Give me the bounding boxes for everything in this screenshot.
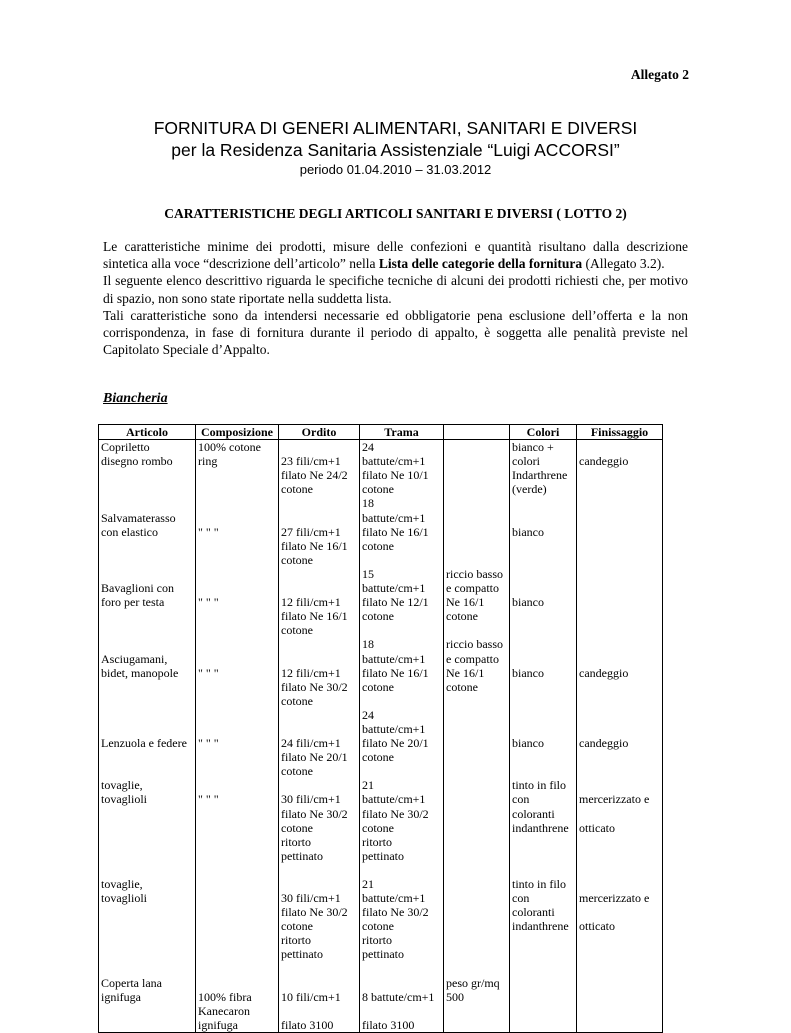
title-line-1: FORNITURA DI GENERI ALIMENTARI, SANITARI E DIVERSI xyxy=(153,118,638,138)
table-cell: " " " xyxy=(196,567,279,637)
table-cell: bianco xyxy=(510,567,577,637)
intro-p1-bold: Lista delle categorie della fornitura xyxy=(378,256,583,272)
table-cell: 8 battute/cm+1 filato 3100 xyxy=(360,962,444,1033)
table-cell: Bavaglioni con foro per testa xyxy=(99,567,196,637)
col-header: Ordito xyxy=(279,425,360,440)
col-header: Colori xyxy=(510,425,577,440)
col-header: Finissaggio xyxy=(577,425,663,440)
col-header: Articolo xyxy=(99,425,196,440)
col-header: Trama xyxy=(360,425,444,440)
table-row xyxy=(99,708,663,778)
table-row xyxy=(99,778,663,863)
table-cell: tinto in filo con coloranti indanthrene xyxy=(510,778,577,863)
table-cell: 18 battute/cm+1 filato Ne 16/1 cotone xyxy=(360,637,444,707)
table-cell xyxy=(444,496,510,566)
table-cell: bianco xyxy=(510,637,577,707)
table-cell: candeggio xyxy=(577,440,663,497)
table-cell: " " " xyxy=(196,708,279,778)
table-cell: candeggio xyxy=(577,708,663,778)
table-cell: 23 fili/cm+1 filato Ne 24/2 cotone xyxy=(279,440,360,497)
table-cell xyxy=(577,962,663,1033)
table-header-row xyxy=(99,425,663,440)
table-cell: 12 fili/cm+1 filato Ne 30/2 cotone xyxy=(279,637,360,707)
table-cell: Copriletto disegno rombo xyxy=(99,440,196,497)
table-cell: 24 fili/cm+1 filato Ne 20/1 cotone xyxy=(279,708,360,778)
col-header xyxy=(444,425,510,440)
intro-p1-tail: (Allegato 3.2). xyxy=(582,256,665,272)
section-subtitle: CARATTERISTICHE DEGLI ARTICOLI SANITARI E DIVERSI ( LOTTO 2) xyxy=(164,206,627,221)
title-period: periodo 01.04.2010 – 31.03.2012 xyxy=(299,162,492,177)
table-cell: Asciugamani, bidet, manopole xyxy=(99,637,196,707)
table-cell: 30 fili/cm+1 filato Ne 30/2 cotone ritorto pettinato xyxy=(279,863,360,962)
table-cell: bianco xyxy=(510,708,577,778)
table-cell: " " " xyxy=(196,637,279,707)
table-cell: candeggio xyxy=(577,637,663,707)
table-row xyxy=(99,440,663,497)
intro-paragraph-2: Il seguente elenco descrittivo riguarda le specifiche tecniche di alcuni dei prodotti richiesti che, per motivo di spazio, non sono state riportate nella suddetta lista. xyxy=(103,273,688,306)
intro-text xyxy=(103,238,688,358)
table-cell: Coperta lana ignifuga xyxy=(99,962,196,1033)
table-cell: 18 battute/cm+1 filato Ne 16/1 cotone xyxy=(360,496,444,566)
intro-paragraph-1 xyxy=(103,238,688,272)
table-cell: 24 battute/cm+1 filato Ne 20/1 cotone xyxy=(360,708,444,778)
table-cell: 21 battute/cm+1 filato Ne 30/2 cotone ritorto pettinato xyxy=(360,778,444,863)
table-cell xyxy=(444,708,510,778)
intro-p1-text: Le caratteristiche minime dei prodotti, misure delle confezioni e quantità risultano dalla descrizione sintetica alla voce “descrizione dell’articolo” nella xyxy=(103,239,688,272)
table-row xyxy=(99,637,663,707)
table-cell xyxy=(444,863,510,962)
document-title xyxy=(0,117,791,179)
table-cell xyxy=(444,440,510,497)
table-cell: 24 battute/cm+1 filato Ne 10/1 cotone xyxy=(360,440,444,497)
table-cell: 21 battute/cm+1 filato Ne 30/2 cotone ritorto pettinato xyxy=(360,863,444,962)
table-cell: bianco xyxy=(510,496,577,566)
table-cell: 15 battute/cm+1 filato Ne 12/1 cotone xyxy=(360,567,444,637)
table-cell: riccio basso e compatto Ne 16/1 cotone xyxy=(444,567,510,637)
table-cell: 27 fili/cm+1 filato Ne 16/1 cotone xyxy=(279,496,360,566)
table-row xyxy=(99,962,663,1033)
title-line-2: per la Residenza Sanitaria Assistenziale “Luigi ACCORSI” xyxy=(171,140,620,160)
table-cell: 12 fili/cm+1 filato Ne 16/1 cotone xyxy=(279,567,360,637)
table-cell: " " " xyxy=(196,496,279,566)
table-cell xyxy=(577,567,663,637)
table-cell xyxy=(577,496,663,566)
table-cell: peso gr/mq 500 xyxy=(444,962,510,1033)
table-cell xyxy=(444,778,510,863)
table-cell: Lenzuola e federe xyxy=(99,708,196,778)
section-heading: Biancheria xyxy=(103,391,168,406)
table-cell xyxy=(196,863,279,962)
table-cell: mercerizzato e otticato xyxy=(577,863,663,962)
table-cell: riccio basso e compatto Ne 16/1 cotone xyxy=(444,637,510,707)
intro-paragraph-3: Tali caratteristiche sono da intendersi necessarie ed obbligatorie pena esclusione dell’offerta e la non corrispondenza, in fase di fornitura durante il periodo di appalto, è soggetta alle penalità previste nel Capitolato Speciale d’Appalto. xyxy=(103,307,688,358)
col-header: Composizione xyxy=(196,425,279,440)
table-row xyxy=(99,863,663,962)
table-cell: tinto in filo con coloranti indanthrene xyxy=(510,863,577,962)
table-cell xyxy=(510,962,577,1033)
table-cell: 100% fibra Kanecaron ignifuga xyxy=(196,962,279,1033)
table-cell: tovaglie, tovaglioli xyxy=(99,863,196,962)
table-cell: 100% cotone ring xyxy=(196,440,279,497)
table-cell: Salvamaterasso con elastico xyxy=(99,496,196,566)
table-cell: mercerizzato e otticato xyxy=(577,778,663,863)
annex-label: Allegato 2 xyxy=(630,67,689,82)
table-cell: 30 fili/cm+1 filato Ne 30/2 cotone ritorto pettinato xyxy=(279,778,360,863)
items-table xyxy=(98,424,663,1033)
table-cell: tovaglie, tovaglioli xyxy=(99,778,196,863)
table-cell: " " " xyxy=(196,778,279,863)
table-row xyxy=(99,496,663,566)
table-cell: bianco + colori Indarthrene (verde) xyxy=(510,440,577,497)
table-cell: 10 fili/cm+1 filato 3100 xyxy=(279,962,360,1033)
table-row xyxy=(99,567,663,637)
